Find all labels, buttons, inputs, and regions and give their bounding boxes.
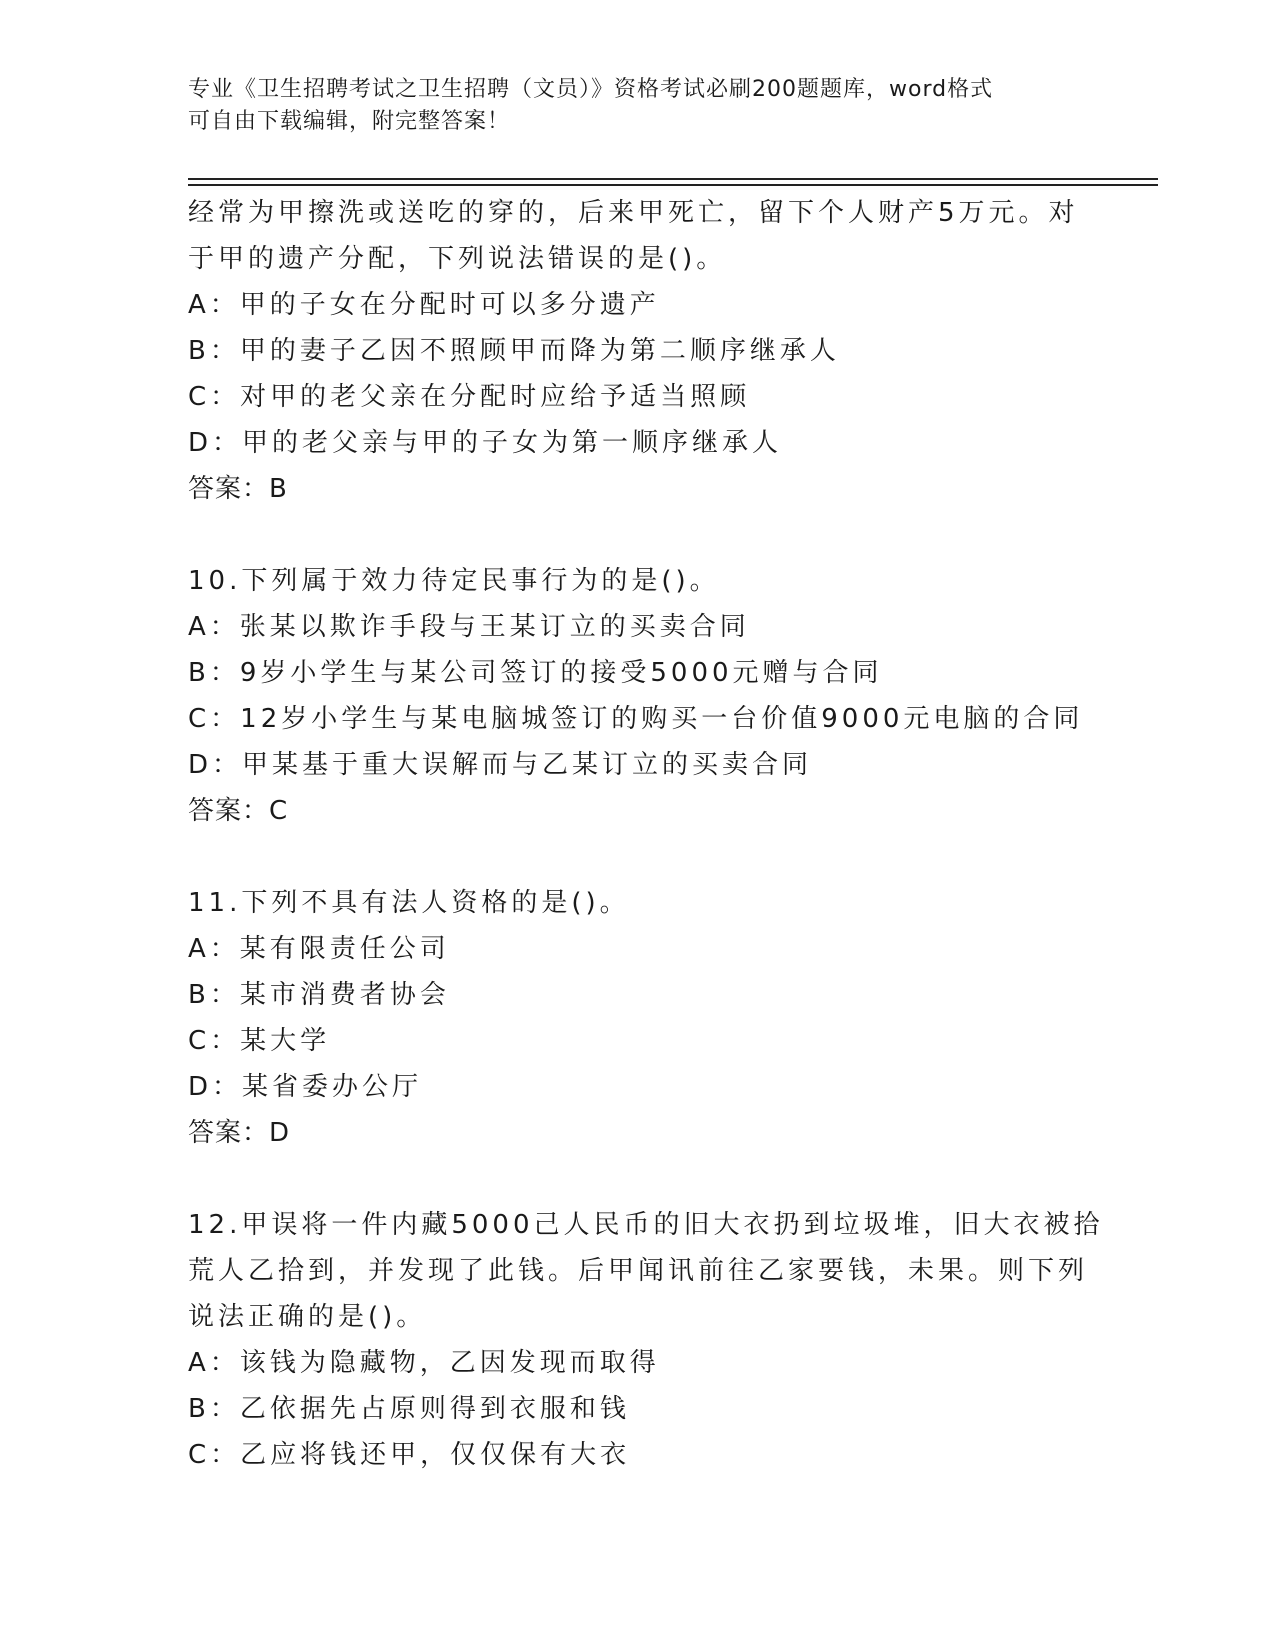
header-divider-top (188, 178, 1158, 180)
question-list (188, 190, 1104, 1478)
option-c: C：对甲的老父亲在分配时应给予适当照顾 (188, 382, 751, 412)
question-block (188, 1202, 1104, 1478)
question-stem: 说法正确的是()。 (188, 1302, 427, 1332)
option-a: A：该钱为隐藏物，乙因发现而取得 (188, 1348, 660, 1378)
option-a: A：甲的子女在分配时可以多分遗产 (188, 290, 660, 320)
question-stem: 经常为甲擦洗或送吃的穿的，后来甲死亡，留下个人财产5万元。对 (188, 198, 1079, 228)
header-divider-bottom (188, 184, 1158, 186)
spacer (188, 512, 1088, 558)
question-block (188, 190, 1088, 512)
header-title-line2: 可自由下载编辑，附完整答案！ (188, 109, 511, 134)
option-b: B：某市消费者协会 (188, 980, 450, 1010)
question-block (188, 558, 1088, 834)
option-d: D：甲某基于重大误解而与乙某订立的买卖合同 (188, 750, 813, 780)
option-b: B：甲的妻子乙因不照顾甲而降为第二顺序继承人 (188, 336, 840, 366)
answer-line: 答案：D (188, 1118, 291, 1148)
question-stem: 11.下列不具有法人资格的是()。 (188, 888, 630, 918)
option-c: C：某大学 (188, 1026, 331, 1056)
question-stem: 荒人乙拾到，并发现了此钱。后甲闻讯前往乙家要钱，未果。则下列 (188, 1256, 1089, 1286)
spacer (188, 1156, 1088, 1202)
option-c: C：12岁小学生与某电脑城签订的购买一台价值9000元电脑的合同 (188, 704, 1084, 734)
option-d: D：甲的老父亲与甲的子女为第一顺序继承人 (188, 428, 783, 458)
header-title-line1: 专业《卫生招聘考试之卫生招聘（文员）》资格考试必刷200题题库，word格式 (188, 77, 994, 102)
option-b: B：乙依据先占原则得到衣服和钱 (188, 1394, 630, 1424)
question-stem: 于甲的遗产分配，下列说法错误的是()。 (188, 244, 727, 274)
option-a: A：某有限责任公司 (188, 934, 450, 964)
answer-line: 答案：C (188, 796, 289, 826)
option-d: D：某省委办公厅 (188, 1072, 423, 1102)
option-b: B：9岁小学生与某公司签订的接受5000元赠与合同 (188, 658, 883, 688)
option-a: A：张某以欺诈手段与王某订立的买卖合同 (188, 612, 750, 642)
question-stem: 12.甲误将一件内藏5000己人民币的旧大衣扔到垃圾堆，旧大衣被拾 (188, 1210, 1104, 1240)
question-stem: 10.下列属于效力待定民事行为的是()。 (188, 566, 720, 596)
spacer (188, 834, 1088, 880)
option-c: C：乙应将钱还甲，仅仅保有大衣 (188, 1440, 631, 1470)
answer-line: 答案：B (188, 474, 288, 504)
question-block (188, 880, 1088, 1156)
document-header (188, 74, 1088, 138)
